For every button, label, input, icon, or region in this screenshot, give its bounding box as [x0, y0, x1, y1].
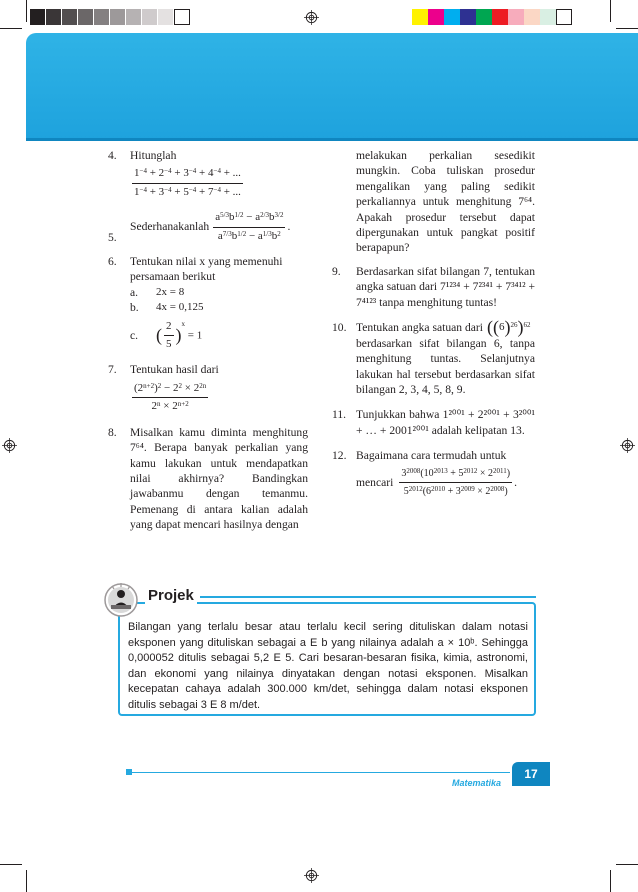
sub-label: b. — [130, 301, 139, 315]
exercise-text: Tentukan angka satuan dari — [356, 321, 483, 335]
crop-mark — [610, 870, 611, 892]
crop-mark — [0, 28, 22, 29]
exercise-text: mencari — [356, 475, 394, 489]
exercise-text: Berdasarkan sifat bilangan 7, tentukan angka satuan dari 7¹²³⁴ + 7²³⁴¹ + 7³⁴¹² + 7⁴¹²³ tanpa menghitung tuntas! — [356, 264, 535, 309]
formula: $\frac{a^{5/3}b^{1/2} - a^{2/3}b^{3/2}}{a^{7/3}b^{1/2} - a^{1/3}b^2}$ — [215, 211, 284, 242]
registration-mark-icon — [2, 438, 17, 453]
gray-swatch — [30, 9, 46, 25]
formula: $\frac{1^{-4} + 2^{-4} + 3^{-4} + 4^{-4} + ...}{1^{-4} + 3^{-4} + 5^{-4} + 7^{-4} + ...}$ — [134, 167, 241, 198]
gray-swatch — [46, 9, 62, 25]
color-swatch — [524, 9, 540, 25]
exercise-text: Sederhanakanlah — [130, 220, 210, 234]
exercise-text: Bagaimana cara termudah untuk — [356, 449, 507, 463]
exercise-5: 5. Sederhanakanlah $\frac{a^{5/3}b^{1/2} - a^{2/3}b^{3/2}}{a^{7/3}b^{1/2} - a^{1/3}b^2}$ . — [108, 211, 291, 245]
gray-swatch — [94, 9, 110, 25]
formula: $((6)^{26})^{62}$ — [487, 317, 531, 338]
page-number: 17 — [512, 762, 550, 786]
projek-title-rule — [200, 596, 536, 598]
exercise-number: 8. — [108, 425, 117, 439]
equation: 4x = 0,125 — [156, 301, 204, 314]
exercise-number: 5. — [108, 231, 117, 245]
exercise-8-continued: melakukan perkalian sesedikit mungkin. Coba tuliskan prosedur mengalikan yang paling sedikit perkaliannya untuk menghitung 7⁶⁴. Apakah prosedur tersebut dapat dipergunakan untuk pangkat positif berapapun? — [356, 149, 535, 255]
exercise-number: 6. — [108, 255, 117, 269]
crop-mark — [616, 864, 638, 865]
crop-mark — [616, 28, 638, 29]
gray-swatch — [158, 9, 174, 25]
color-swatch — [540, 9, 556, 25]
gray-swatch — [142, 9, 158, 25]
exercise-12: 12. Bagaimana cara termudah untuk mencari $\frac{3^{2008}(10^{2013} + 5^{2012} \times 2^{2011})}{5^{2012}(6^{2010} + 3^{2009} \times 2^{2008})}$ . — [332, 448, 535, 499]
registration-mark-icon — [620, 438, 635, 453]
gray-swatch — [110, 9, 126, 25]
registration-mark-icon — [304, 10, 319, 25]
crop-mark — [26, 0, 27, 22]
exercise-6 — [108, 254, 308, 352]
exercise-10 — [332, 317, 535, 397]
sub-label: c. — [130, 328, 139, 342]
exercise-text: Hitunglah — [130, 149, 177, 162]
gray-swatch — [62, 9, 78, 25]
footer-subject-label: Matematika — [452, 778, 502, 788]
exercise-number: 12. — [332, 449, 347, 463]
gray-swatch — [78, 9, 94, 25]
exercise-9 — [332, 264, 535, 310]
exercise-8 — [108, 425, 308, 533]
exercise-7 — [108, 362, 308, 414]
color-bar — [412, 9, 572, 25]
exercise-4 — [108, 148, 308, 200]
equation: ( $\frac{2}{5}$ )$^x$ = 1 — [156, 319, 203, 351]
exercise-number: 10. — [332, 321, 347, 335]
exercise-text: Tentukan hasil dari — [130, 363, 219, 377]
exercise-number: 7. — [108, 363, 117, 377]
crop-mark — [26, 870, 27, 892]
equation: 2x = 8 — [156, 285, 185, 298]
exercise-text: Tentukan nilai x yang memenuhi persamaan berikut — [130, 255, 283, 284]
grayscale-bar — [30, 9, 190, 25]
exercise-column-left — [108, 148, 308, 543]
crop-mark — [0, 864, 22, 865]
projek-person-icon — [104, 583, 138, 617]
formula: $\frac{3^{2008}(10^{2013} + 5^{2012} \times 2^{2011})}{5^{2012}(6^{2010} + 3^{2009} \times 2^{2008})}$ — [401, 466, 511, 497]
exercise-text: Tunjukkan bahwa 1²⁰⁰¹ + 2²⁰⁰¹ + 3²⁰⁰¹ + … + 2001²⁰⁰¹ adalah kelipatan 13. — [356, 408, 535, 437]
exercise-number: 11. — [332, 408, 347, 422]
projek-title: Projek — [145, 587, 197, 604]
exercise-text: Misalkan kamu diminta menghitung 7⁶⁴. Berapa banyak perkalian yang kamu lakukan untuk mendapatkan nilai akhirnya? Bandingkan jawabanmu dengan temanmu. Pemenang di antara kalian adalah yang dapat mencari hasilnya dengan — [130, 425, 308, 532]
header-band — [26, 33, 638, 141]
sub-label: a. — [130, 285, 139, 299]
exercise-11 — [332, 407, 535, 438]
color-swatch — [444, 9, 460, 25]
formula: $\frac{(2^{n+2})^2 - 2^2 \times 2^{2n}}{2^n \times 2^{n+2}}$ — [134, 381, 207, 413]
color-swatch — [460, 9, 476, 25]
color-swatch — [412, 9, 428, 25]
projek-text: Bilangan yang terlalu besar atau terlalu kecil sering dituliskan dalam notasi eksponen yang dituliskan sebagai a E b yang nilainya adalah a × 10ᵇ. Sehingga 0,000052 ditulis sebagai 5,2 E 5. Cari besaran-besaran fisika, kimia, astronomi, dan ekonomi yang nilainya dinyatakan dengan notasi eksponen. Misalkan kecepatan cahaya adalah 300.000 km/det, sehingga dalam notasi eksponen ditulis sebagai 3 E 8 m/det. — [128, 621, 528, 711]
exercise-number: 4. — [108, 149, 117, 162]
exercise-text: berdasarkan sifat bilangan 6, tanpa menghitung tuntas. Selanjutnya lakukan hal tersebut berdasarkan sifat bilangan 2, 3, 4, 5, 8, 9. — [356, 336, 535, 396]
footer-rule — [128, 772, 510, 773]
gray-swatch — [174, 9, 190, 25]
exercise-column-right — [332, 148, 535, 509]
exercise-number: 9. — [332, 264, 341, 278]
color-swatch — [556, 9, 572, 25]
color-swatch — [508, 9, 524, 25]
color-swatch — [428, 9, 444, 25]
color-swatch — [492, 9, 508, 25]
crop-mark — [610, 0, 611, 22]
color-swatch — [476, 9, 492, 25]
registration-mark-icon — [304, 868, 319, 883]
gray-swatch — [126, 9, 142, 25]
